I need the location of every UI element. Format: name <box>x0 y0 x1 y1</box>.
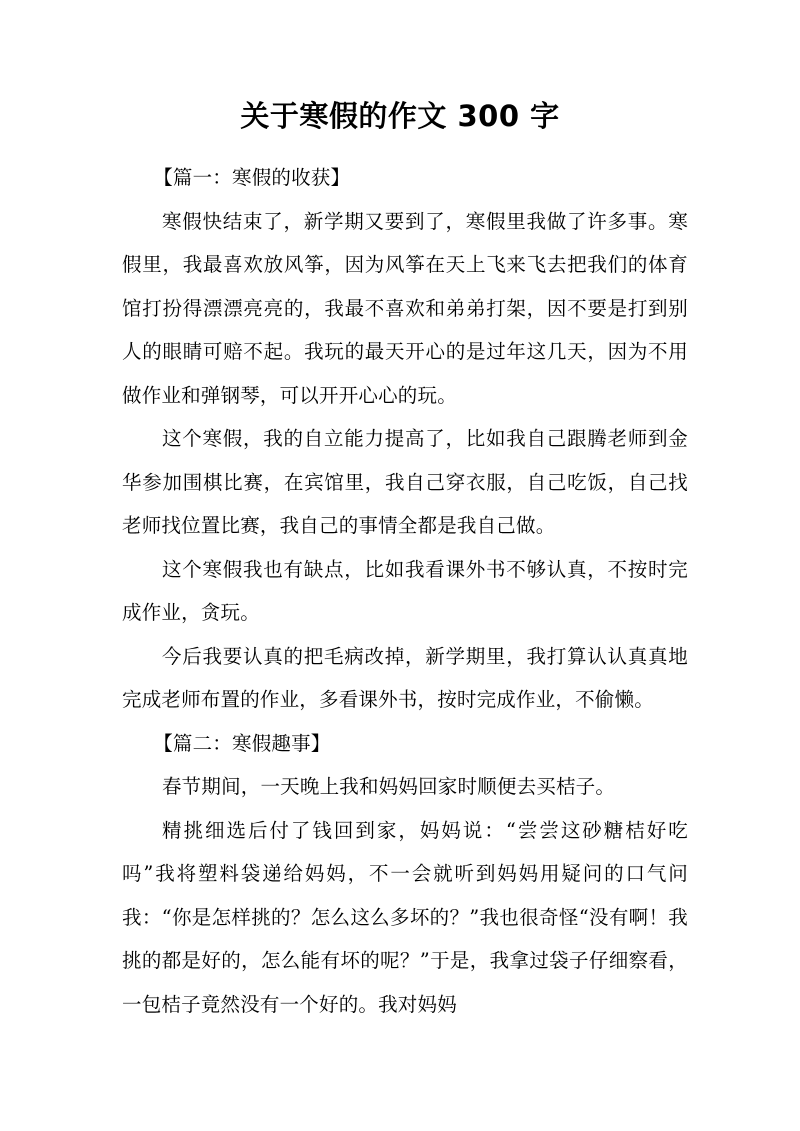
section-heading-1: 【篇一：寒假的收获】 <box>153 166 351 189</box>
paragraph: 春节期间，一天晚上我和妈妈回家时顺便去买桔子。 <box>161 775 616 798</box>
section-heading-2: 【篇二：寒假趣事】 <box>153 731 331 755</box>
paragraph: 今后我要认真的把毛病改掉，新学期里，我打算认认真真地完成老师布置的作业，多看课外书，按时完成作业，不偷懒。 <box>122 644 688 711</box>
paragraph: 这个寒假我也有缺点，比如我看课外书不够认真，不按时完成作业，贪玩。 <box>122 557 688 624</box>
document-body <box>122 156 688 1026</box>
paragraph: 寒假快结束了，新学期又要到了，寒假里我做了许多事。寒假里，我最喜欢放风筝，因为风筝在天上飞来飞去把我们的体育馆打扮得漂漂亮亮的，我最不喜欢和弟弟打架，因不要是打到别人的眼睛可赔不起。我玩的最天开心的是过年这几天，因为不用做作业和弹钢琴，可以开开心心的玩。 <box>122 209 688 407</box>
paragraph: 精挑细选后付了钱回到家，妈妈说：“尝尝这砂糖桔好吃吗”我将塑料袋递给妈妈，不一会就听到妈妈用疑问的口气问我：“你是怎样挑的？怎么这么多坏的？”我也很奇怪“没有啊！我挑的都是好的，怎么能有坏的呢？”于是，我拿过袋子仔细察看，一包桔子竟然没有一个好的。我对妈妈 <box>122 818 688 1016</box>
paragraph: 这个寒假，我的自立能力提高了，比如我自己跟腾老师到金华参加围棋比赛，在宾馆里，我自己穿衣服，自己吃饭，自己找老师找位置比赛，我自己的事情全都是我自己做。 <box>122 427 688 537</box>
document-title: 关于寒假的作文 300 字 <box>240 99 560 133</box>
